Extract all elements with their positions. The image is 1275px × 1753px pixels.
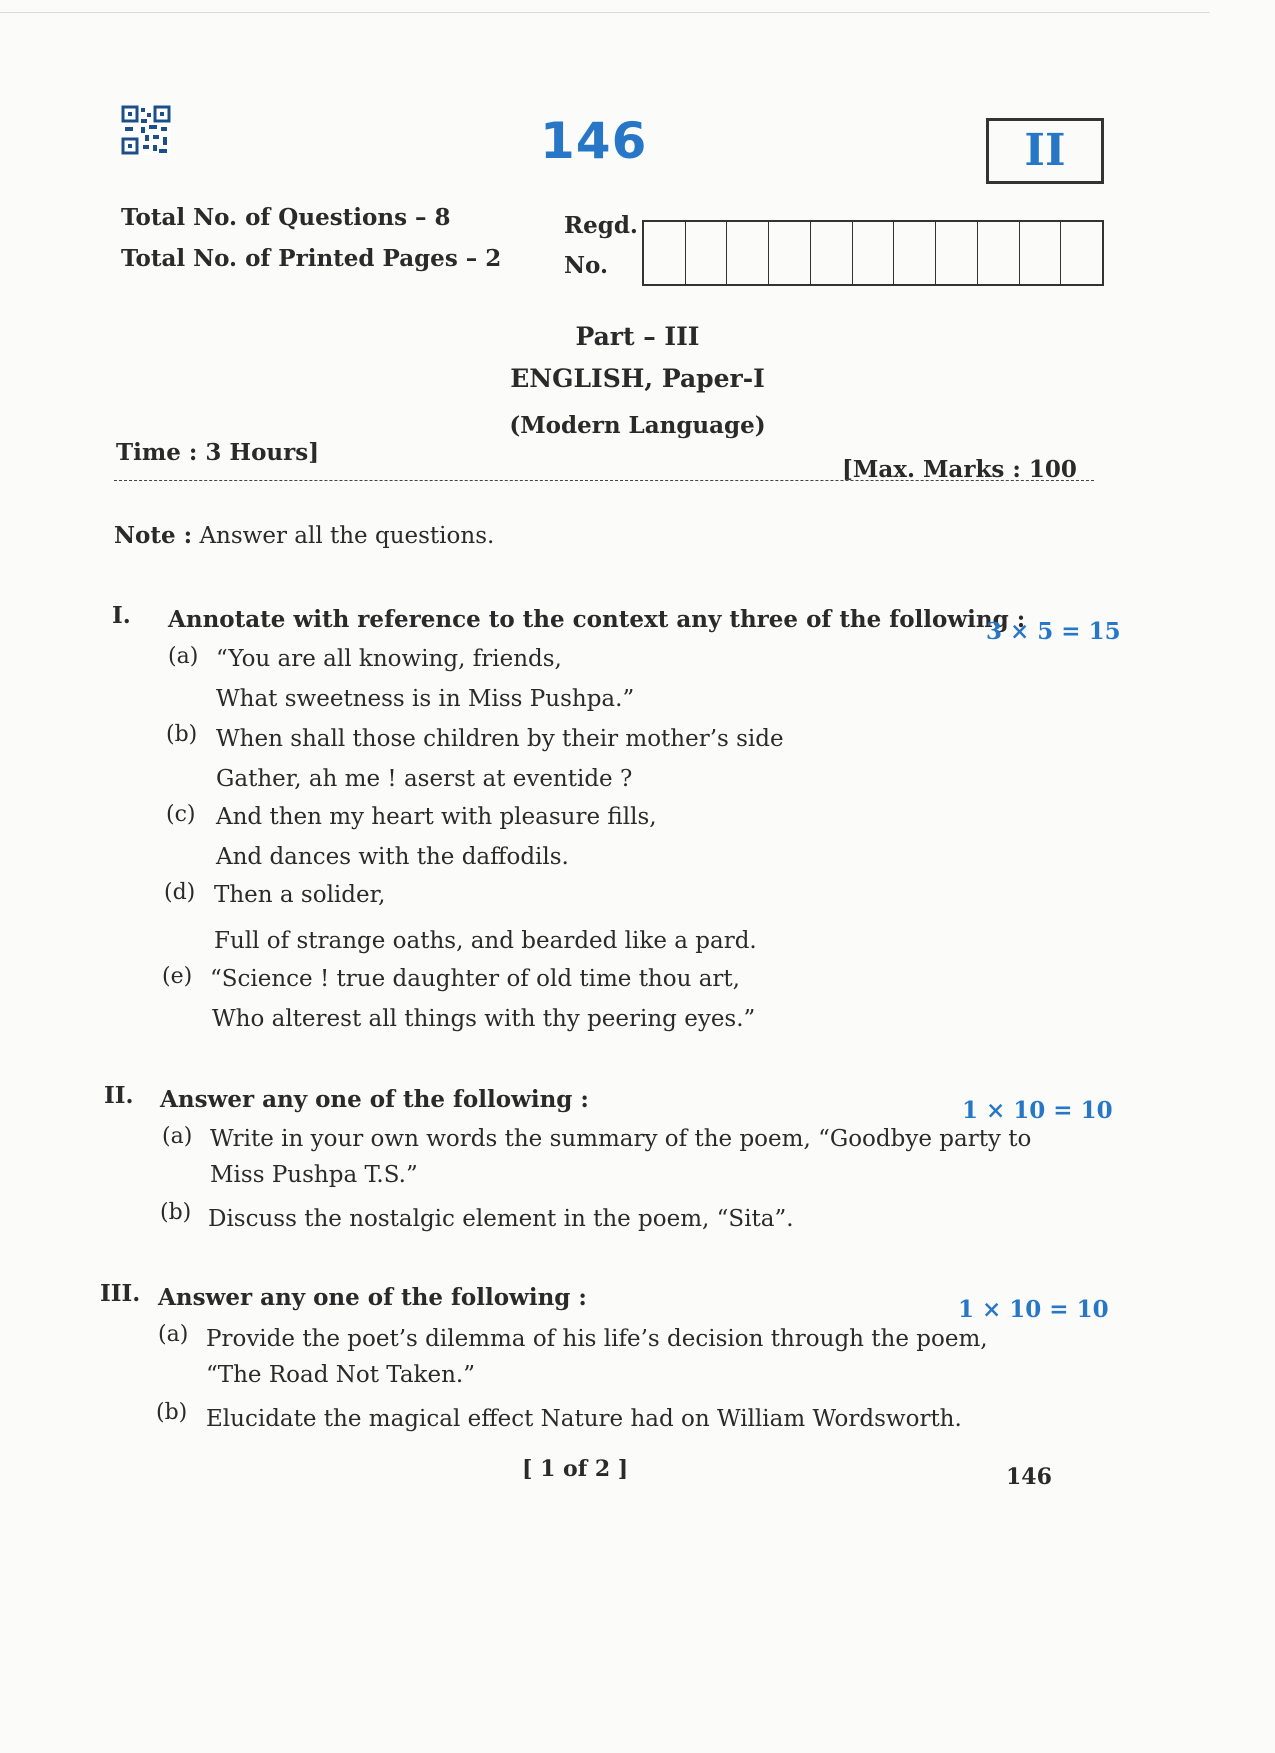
reg-digit-box[interactable]: [769, 222, 811, 284]
reg-digit-box[interactable]: [894, 222, 936, 284]
part-line: Elucidate the magical effect Nature had on William Wordsworth.: [206, 1406, 962, 1432]
part-line: Full of strange oaths, and bearded like a pard.: [214, 928, 757, 954]
part-label: (a): [162, 1124, 193, 1149]
reg-digit-box[interactable]: [1020, 222, 1062, 284]
max-marks: [Max. Marks : 100: [842, 456, 1077, 483]
total-questions: Total No. of Questions – 8: [121, 204, 451, 231]
part-line: Gather, ah me ! aserst at eventide ?: [216, 766, 633, 792]
part-line: “Science ! true daughter of old time thou art,: [210, 966, 740, 992]
note-text: Answer all the questions.: [199, 523, 495, 549]
part-label: (e): [162, 964, 193, 989]
part-label: (b): [156, 1400, 188, 1425]
registration-number-boxes[interactable]: [642, 220, 1104, 286]
question-heading: Annotate with reference to the context any three of the following :: [168, 606, 1026, 633]
top-rule: [0, 12, 1210, 13]
no-label: No.: [564, 252, 608, 279]
qr-code-icon: [121, 105, 171, 155]
part-line: Then a solider,: [214, 882, 386, 908]
reg-digit-box[interactable]: [1061, 222, 1102, 284]
page-number: [ 1 of 2 ]: [522, 1456, 629, 1482]
question-marks: 3 × 5 = 15: [986, 618, 1121, 645]
part-line: “You are all knowing, friends,: [216, 646, 562, 672]
subject-title: ENGLISH, Paper-I: [510, 364, 765, 393]
total-pages: Total No. of Printed Pages – 2: [121, 245, 502, 272]
part-line: And then my heart with pleasure fills,: [216, 804, 657, 830]
footer-paper-code: 146: [1006, 1464, 1052, 1490]
paper-code: 146: [540, 112, 648, 170]
reg-digit-box[interactable]: [644, 222, 686, 284]
part-line: “The Road Not Taken.”: [206, 1362, 475, 1388]
part-title: Part – III: [575, 322, 700, 351]
part-line: When shall those children by their mother’s side: [216, 726, 784, 752]
part-line: Write in your own words the summary of the poem, “Goodbye party to: [210, 1126, 1032, 1152]
note-label: Note :: [114, 522, 193, 549]
reg-digit-box[interactable]: [936, 222, 978, 284]
note: [114, 522, 494, 549]
part-label: (b): [166, 722, 198, 747]
part-label: (a): [158, 1322, 189, 1347]
reg-digit-box[interactable]: [811, 222, 853, 284]
part-line: What sweetness is in Miss Pushpa.”: [216, 686, 635, 712]
part-line: Discuss the nostalgic element in the poem, “Sita”.: [208, 1206, 794, 1232]
part-line: Who alterest all things with thy peering eyes.”: [212, 1006, 756, 1032]
question-number: II.: [104, 1082, 134, 1109]
part-label: (d): [164, 880, 196, 905]
header-divider: [114, 480, 1094, 481]
part-label: (b): [160, 1200, 192, 1225]
question-number: I.: [112, 602, 131, 629]
question-marks: 1 × 10 = 10: [962, 1097, 1113, 1124]
question-heading: Answer any one of the following :: [160, 1086, 589, 1113]
reg-digit-box[interactable]: [853, 222, 895, 284]
question-marks: 1 × 10 = 10: [958, 1296, 1109, 1323]
part-label: (c): [166, 802, 196, 827]
set-code-box: II: [986, 118, 1104, 184]
question-heading: Answer any one of the following :: [158, 1284, 587, 1311]
reg-digit-box[interactable]: [686, 222, 728, 284]
part-line: Miss Pushpa T.S.”: [210, 1162, 418, 1188]
part-line: And dances with the daffodils.: [216, 844, 569, 870]
part-line: Provide the poet’s dilemma of his life’s decision through the poem,: [206, 1326, 988, 1352]
reg-digit-box[interactable]: [727, 222, 769, 284]
regd-label: Regd.: [564, 212, 638, 239]
question-number: III.: [100, 1280, 141, 1307]
language-title: (Modern Language): [509, 412, 766, 439]
part-label: (a): [168, 644, 199, 669]
reg-digit-box[interactable]: [978, 222, 1020, 284]
time-allowed: Time : 3 Hours]: [116, 439, 320, 466]
